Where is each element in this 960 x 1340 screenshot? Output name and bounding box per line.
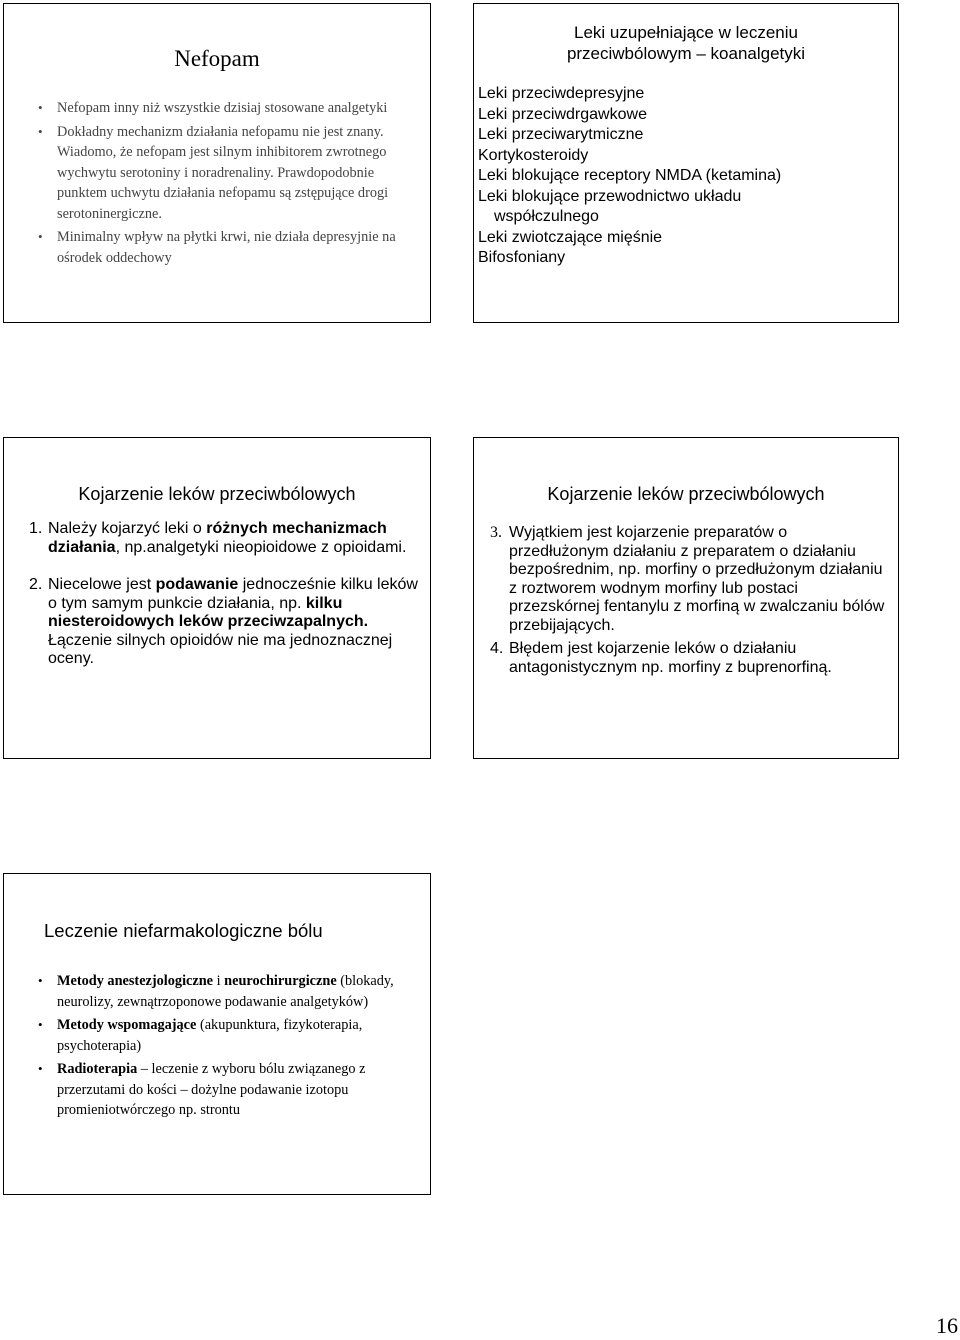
text-run: Błędem jest kojarzenie leków o działaniu antagonistycznym np. morfiny z buprenorfiną. [509, 640, 832, 676]
text-run-bold: Radioterapia [57, 1061, 138, 1077]
slide-title: Leczenie niefarmakologiczne bólu [44, 920, 323, 941]
item-number: 4. [490, 640, 504, 657]
bullet-list [32, 98, 407, 271]
slide-body [29, 520, 419, 669]
slide-nefopam [3, 3, 431, 323]
text-run: Niecelowe [48, 576, 122, 593]
slide-kojarzenie-1 [3, 437, 431, 759]
list-item: Leki zwiotczające mięśnie [478, 228, 663, 246]
text-run: – leczenie z wyboru bólu związanego z przerzutami do kości – dożylne podawanie izotopu promieniotwórczego np. strontu [57, 1061, 366, 1118]
list-item: • Minimalny wpływ na płytki krwi, nie działa depresyjnie na ośrodek oddechowy [32, 227, 407, 268]
slide-kojarzenie-2 [473, 437, 899, 759]
list-item: • Dokładny mechanizm działania nefopamu nie jest znany. Wiadomo, że nefopam jest silnym inhibitorem zwrotnego wychwytu serotoniny i noradrenaliny. Prawdopodobnie punktem uchwytu działania nefopamu są zstępujące drogi serotoninergiczne. [32, 122, 407, 225]
paragraph-4 [490, 640, 890, 677]
drug-list [478, 84, 896, 269]
text-run: jest [121, 576, 156, 593]
list-item: • Nefopam inny niż wszystkie dzisiaj stosowane analgetyki [32, 98, 407, 119]
page-number: 16 [936, 1313, 958, 1338]
text-run-bold: różnych mechanizmach działania [48, 520, 387, 556]
slide-body [490, 524, 890, 677]
paragraph-1 [29, 520, 419, 557]
slide-leczenie-niefarmakologiczne [3, 873, 431, 1195]
list-item: Leki blokujące receptory NMDA (ketamina) [478, 167, 782, 184]
list-item: Leki przeciwdrgawkowe [478, 105, 647, 123]
title-line: przeciwbólowym – koanalgetyki [566, 44, 806, 63]
text-run: (blokady, neurolizy, zewnątrzoponowe podawanie analgetyków) [57, 973, 394, 1010]
list-item [32, 1015, 410, 1056]
list-item: Leki przeciwarytmiczne [478, 126, 644, 143]
item-number: 2. [29, 576, 43, 593]
text-run-bold: podawanie [155, 576, 239, 593]
paragraph-2 [29, 576, 419, 669]
item-number: 1. [29, 520, 43, 537]
list-item: Leki przeciwdepresyjne [478, 85, 645, 102]
bullet-list [32, 971, 410, 1124]
text-run-bold: Metody wspomagające [57, 1017, 197, 1033]
list-item: Kortykosteroidy [478, 146, 589, 164]
text-run: Łączenie silnych opioidów nie ma jednoznacznej oceny. [48, 631, 393, 667]
text-run: Wyjątkiem jest kojarzenie preparatów o przedłużonym działaniu z preparatem o działaniu bezpośrednim, np. morfiny o przedłużonym działaniu z roztworem wodnym morfiny lub postaci przezskórnej fentanylu z morfiną w zwalczaniu bólów przebijających. [509, 524, 885, 634]
text-run: Należy kojarzyć leki o [48, 520, 207, 537]
slide-title [474, 22, 898, 64]
text-run: , np.analgetyki nieopioidowe z opioidami. [115, 538, 407, 556]
list-item: Bifosfoniany [478, 249, 566, 266]
text-run-bold: neurochirurgiczne [224, 973, 337, 989]
title-line: Leki uzupełniające w leczeniu [574, 23, 798, 42]
list-item: Leki blokujące przewodnictwo układu [478, 187, 742, 205]
list-item: współczulnego [494, 208, 599, 225]
slide-title: Nefopam [174, 46, 260, 71]
slide-title: Kojarzenie leków przeciwbólowych [547, 484, 825, 504]
text-run: i [213, 973, 225, 989]
paragraph-3 [490, 524, 890, 635]
item-number: 3. [490, 524, 502, 541]
text-run-bold: kilku niesteroidowych leków przeciwzapalnych. [48, 594, 369, 630]
list-item [32, 1059, 410, 1121]
list-item [32, 971, 410, 1012]
slide-koanalgetyki [473, 3, 899, 323]
text-run: jednocześnie kilku leków o tym samym punkcie działania, np. [48, 576, 418, 612]
text-run: (akupunktura, fizykoterapia, psychoterapia) [57, 1017, 363, 1054]
text-run-bold: Metody anestezjologiczne [57, 973, 214, 989]
slide-title: Kojarzenie leków przeciwbólowych [78, 484, 356, 504]
